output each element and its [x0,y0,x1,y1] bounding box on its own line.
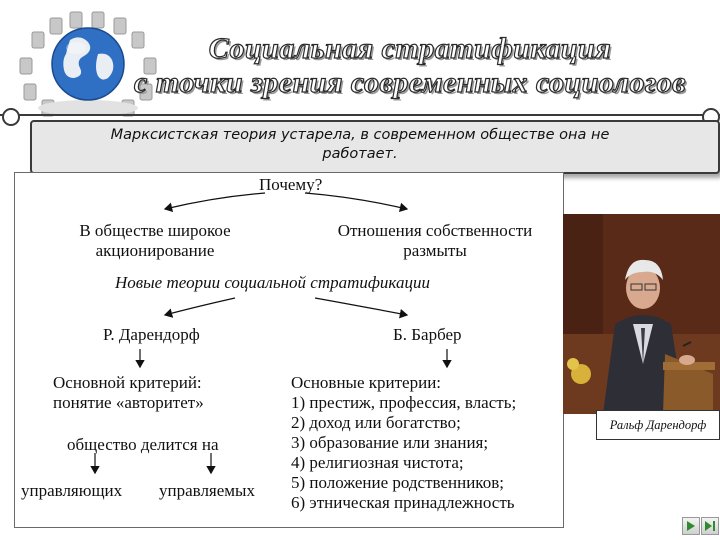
statement-text [40,126,680,164]
arrow-to-barber [315,298,407,315]
left-criterion [53,373,204,413]
right-reason-line2: размыты [403,241,467,260]
criterion-item: 6) этническая принадлежность [291,493,515,512]
page-title-line2: с точки зрения современных социологов [133,66,687,99]
page-title-line1: Социальная стратификация [208,32,612,65]
criterion-item: 2) доход или богатство; [291,413,461,432]
left-criterion-line1: Основной критерий: [53,373,202,392]
nav-end-icon [702,518,718,534]
group-rulers: управляющих [21,481,123,500]
right-reason [315,221,555,261]
photo-caption: Ральф Дарендорф [596,410,720,440]
group-ruled: управляемых [159,481,255,500]
nav-forward-button[interactable] [682,517,700,535]
stratification-diagram [14,172,564,528]
criterion-item: 5) положение родственников; [291,473,504,492]
nav-end-button[interactable] [701,517,719,535]
society-divides-label: общество делится на [67,435,219,454]
left-criterion-line2: понятие «авторитет» [53,393,204,412]
arrow-to-right-reason [305,193,407,209]
scroll-rule [0,114,720,116]
criterion-item: 4) религиозная чистота; [291,453,464,472]
left-reason [55,221,255,261]
new-theories-label: Новые теории социальной стратификации [115,273,430,292]
question-label: Почему? [259,175,323,194]
arrow-to-left-reason [165,193,265,209]
arrow-to-darendorf [165,298,235,315]
nav-forward-icon [683,518,699,534]
statement-line1: Марксистская теория устарела, в современном обществе она не [110,127,610,143]
left-reason-line1: В обществе широкое [79,221,231,240]
author-darendorf: Р. Дарендорф [103,325,200,344]
right-reason-line1: Отношения собственности [337,221,533,240]
scroll-curl-left-icon [2,108,20,126]
right-criteria-title: Основные критерии: [291,373,442,392]
portrait-image [563,214,720,414]
statement-line2: работает. [322,146,398,162]
left-reason-line2: акционирование [95,241,215,260]
criterion-item: 3) образование или знания; [291,433,489,452]
criterion-item: 1) престиж, профессия, власть; [291,393,517,412]
author-barber: Б. Барбер [393,325,462,344]
right-criteria [291,373,516,513]
portrait-photo [563,214,720,414]
